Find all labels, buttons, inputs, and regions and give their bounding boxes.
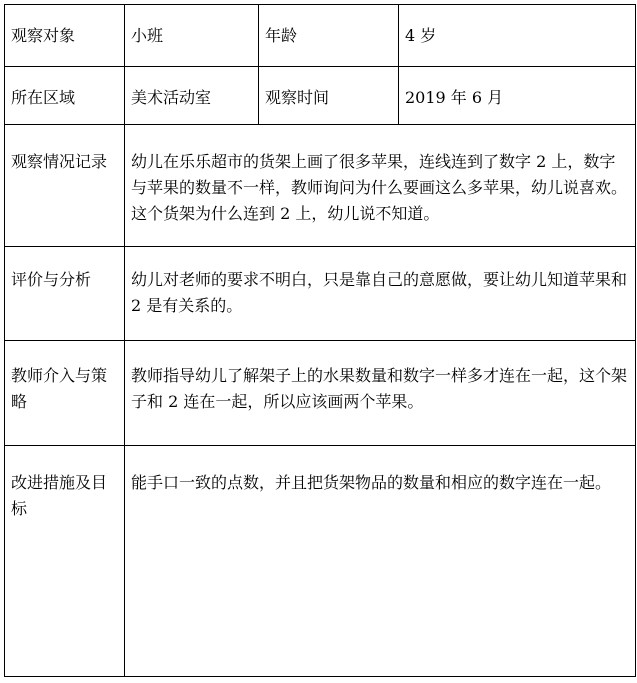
table-row — [5, 67, 636, 125]
section-content-observation-record: 幼儿在乐乐超市的货架上画了很多苹果，连线连到了数字 2 上，数字与苹果的数量不一样，教师询问为什么要画这么多苹果，幼儿说喜欢。这个货架为什么连到 2 上，幼儿说不知道。 — [125, 125, 636, 247]
table-row — [5, 125, 636, 247]
section-label-observation-record: 观察情况记录 — [5, 125, 125, 247]
field-value-age: 4 岁 — [399, 5, 636, 67]
section-label-improvement: 改进措施及目标 — [5, 446, 125, 677]
section-label-teacher-intervention: 教师介入与策略 — [5, 341, 125, 446]
field-value-observation-target: 小班 — [125, 5, 259, 67]
table-row — [5, 247, 636, 341]
field-label-age: 年龄 — [259, 5, 399, 67]
field-value-area: 美术活动室 — [125, 67, 259, 125]
section-content-evaluation: 幼儿对老师的要求不明白，只是靠自己的意愿做，要让幼儿知道苹果和 2 是有关系的。 — [125, 247, 636, 341]
table-row — [5, 341, 636, 446]
section-label-evaluation: 评价与分析 — [5, 247, 125, 341]
section-content-improvement: 能手口一致的点数，并且把货架物品的数量和相应的数字连在一起。 — [125, 446, 636, 677]
field-label-observation-time: 观察时间 — [259, 67, 399, 125]
table-row — [5, 5, 636, 67]
field-label-area: 所在区域 — [5, 67, 125, 125]
section-content-teacher-intervention: 教师指导幼儿了解架子上的水果数量和数字一样多才连在一起，这个架子和 2 连在一起，所以应该画两个苹果。 — [125, 341, 636, 446]
observation-record-table — [4, 4, 636, 677]
field-label-observation-target: 观察对象 — [5, 5, 125, 67]
field-value-observation-time: 2019 年 6 月 — [399, 67, 636, 125]
table-row — [5, 446, 636, 677]
